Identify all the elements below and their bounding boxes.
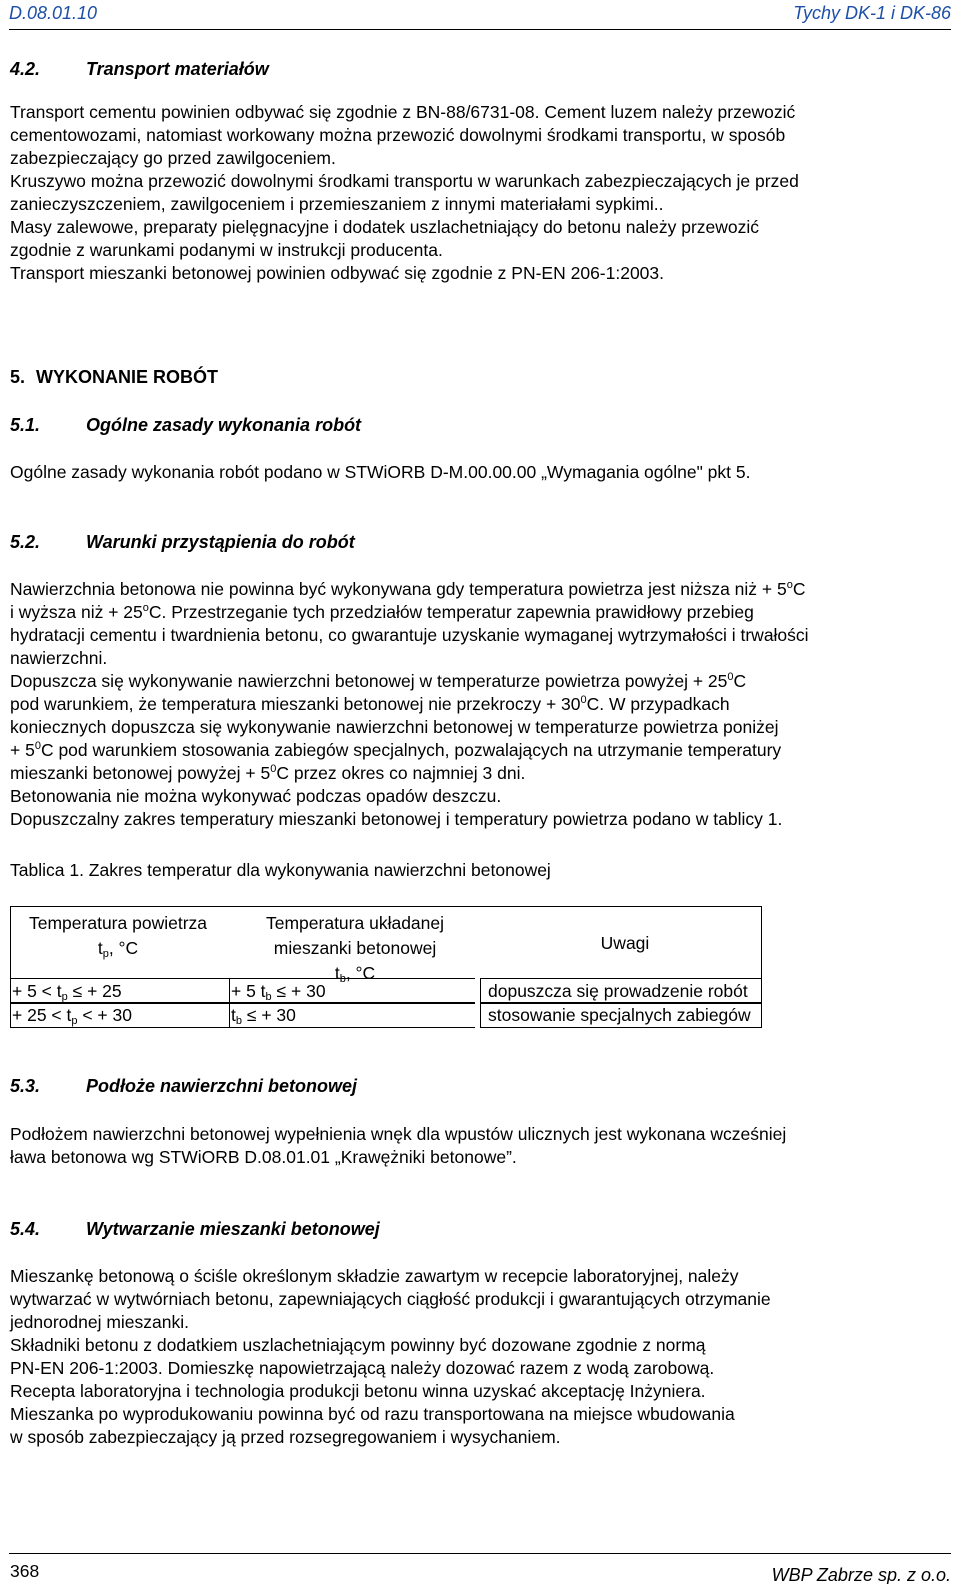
header-mix-temperature: Temperatura układanej mieszanki betonowej $t_b$, °C bbox=[265, 913, 445, 985]
section-heading-5: 5. WYKONANIE ROBÓT bbox=[10, 367, 218, 387]
header-air-temperature: Temperatura powietrza $t_p$, °C bbox=[29, 913, 207, 960]
table-cell-mix-range: + 5 $t_b$ ≤ + 30 bbox=[229, 978, 475, 1004]
section-heading-4-2: 4.2. Transport materiałów bbox=[10, 59, 269, 79]
section-heading-5-3: 5.3. Podłoże nawierzchni betonowej bbox=[10, 1076, 358, 1096]
table-row bbox=[10, 978, 762, 1004]
table-cell-mix-range: $t_b$ ≤ + 30 bbox=[229, 1002, 475, 1028]
page-header bbox=[9, 0, 951, 30]
section-heading-5-2: 5.2. Warunki przystąpienia do robót bbox=[10, 532, 355, 552]
section-heading-5-4: 5.4. Wytwarzanie mieszanki betonowej bbox=[10, 1219, 380, 1239]
table-cell-air-range: + $5 < t_p$ ≤ + 25 bbox=[10, 978, 229, 1004]
section-5-1-text: Ogólne zasady wykonania robót podano w STWiORB D-M.00.00.00 „Wymagania ogólne" pkt 5. bbox=[10, 462, 751, 482]
section-5-3-text: Podłożem nawierzchni betonowej wypełnienia wnęk dla wpustów ulicznych jest wykonana wcześniej ława betonowa wg STWiORB D.08.01.01 „Krawężniki betonowe”. bbox=[10, 1124, 787, 1167]
header-remarks: Uwagi bbox=[600, 933, 650, 953]
company-name: WBP Zabrze sp. z o.o. bbox=[771, 1565, 951, 1584]
section-5-4-text: Mieszankę betonową o ściśle określonym składzie zawartym w recepcie laboratoryjnej, należy wytwarzać w wytwórniach betonu, zapewniających ciągłość produkcji i gwarantujących otrzymanie jednorodnej mieszanki. Składniki betonu z dodatkiem uszlachetniającym powinny być dozowane zgodnie z normą PN-EN 206-1:2003. Domieszkę napowietrzającą należy dozować razem z wodą zarobową. Recepta laboratoryjna i technologia produkcji betonu winna uzyskać akceptację Inżyniera. Mieszanka po wyprodukowaniu powinna być od razu transportowana na miejsce wbudowania w sposób zabezpieczający ją przed rozsegregowaniem i wysychaniem. bbox=[10, 1266, 771, 1447]
temperature-table-header bbox=[10, 906, 762, 985]
document-code: D.08.01.10 bbox=[9, 3, 98, 23]
page-number: 368 bbox=[10, 1561, 40, 1581]
section-heading-5-1: 5.1. Ogólne zasady wykonania robót bbox=[10, 415, 362, 435]
table-cell-remark: dopuszcza się prowadzenie robót bbox=[480, 978, 762, 1004]
table-cell-remark: stosowanie specjalnych zabiegów bbox=[480, 1002, 762, 1028]
section-4-2-text: Transport cementu powinien odbywać się zgodnie z BN-88/6731-08. Cement luzem należy przewozić cementowozami, natomiast workowany można przewozić dowolnymi środkami transportu, w sposób zabezpieczający go przed zawilgoceniem. Kruszywo można przewozić dowolnymi środkami transportu w warunkach zabezpieczających je przed zanieczyszczeniem, zawilgoceniem i przemieszaniem z innymi materiałami sypkimi.. Masy zalewowe, preparaty pielęgnacyjne i dodatek uszlachetniający do betonu należy przewozić zgodnie z warunkami podanymi w instrukcji producenta. Transport mieszanki betonowej powinien odbywać się zgodnie z PN-EN 206-1:2003. bbox=[10, 102, 799, 283]
table-caption: Tablica 1. Zakres temperatur dla wykonywania nawierzchni betonowej bbox=[10, 860, 551, 880]
section-5-2-text: Nawierzchnia betonowa nie powinna być wykonywana gdy temperatura powietrza jest niższa niż + $5^oC$ i wyższa niż + $25^oC$. Przestrzeganie tych przedziałów temperatur zapewnia prawidłowy przebieg hydratacji cementu i twardnienia betonu, co gwarantuje uzyskanie wymaganej wytrzymałości i trwałości nawierzchni. Dopuszcza się wykonywanie nawierzchni betonowej w temperaturze powietrza powyżej + $25^0C$ pod warunkiem, że temperatura mieszanki betonowej nie przekroczy + $30^0C$. W przypadkach koniecznych dopuszcza się wykonywanie nawierzchni betonowej w temperaturze powietrza poniżej + $5^0C$ pod warunkiem stosowania zabiegów specjalnych, pozwalających na utrzymanie temperatury mieszanki betonowej powyżej + $5^0C$ przez okres co najmniej 3 dni. Betonowania nie można wykonywać podczas opadów deszczu. Dopuszczalny zakres temperatury mieszanki betonowej i temperatury powietrza podano w tablicy 1. bbox=[10, 579, 809, 829]
table-cell-air-range: + $25 < t_p$ < + 30 bbox=[10, 1002, 229, 1028]
project-name: Tychy DK-1 i DK-86 bbox=[793, 3, 951, 23]
footer-rule bbox=[9, 1553, 951, 1554]
table-row bbox=[10, 1002, 762, 1028]
